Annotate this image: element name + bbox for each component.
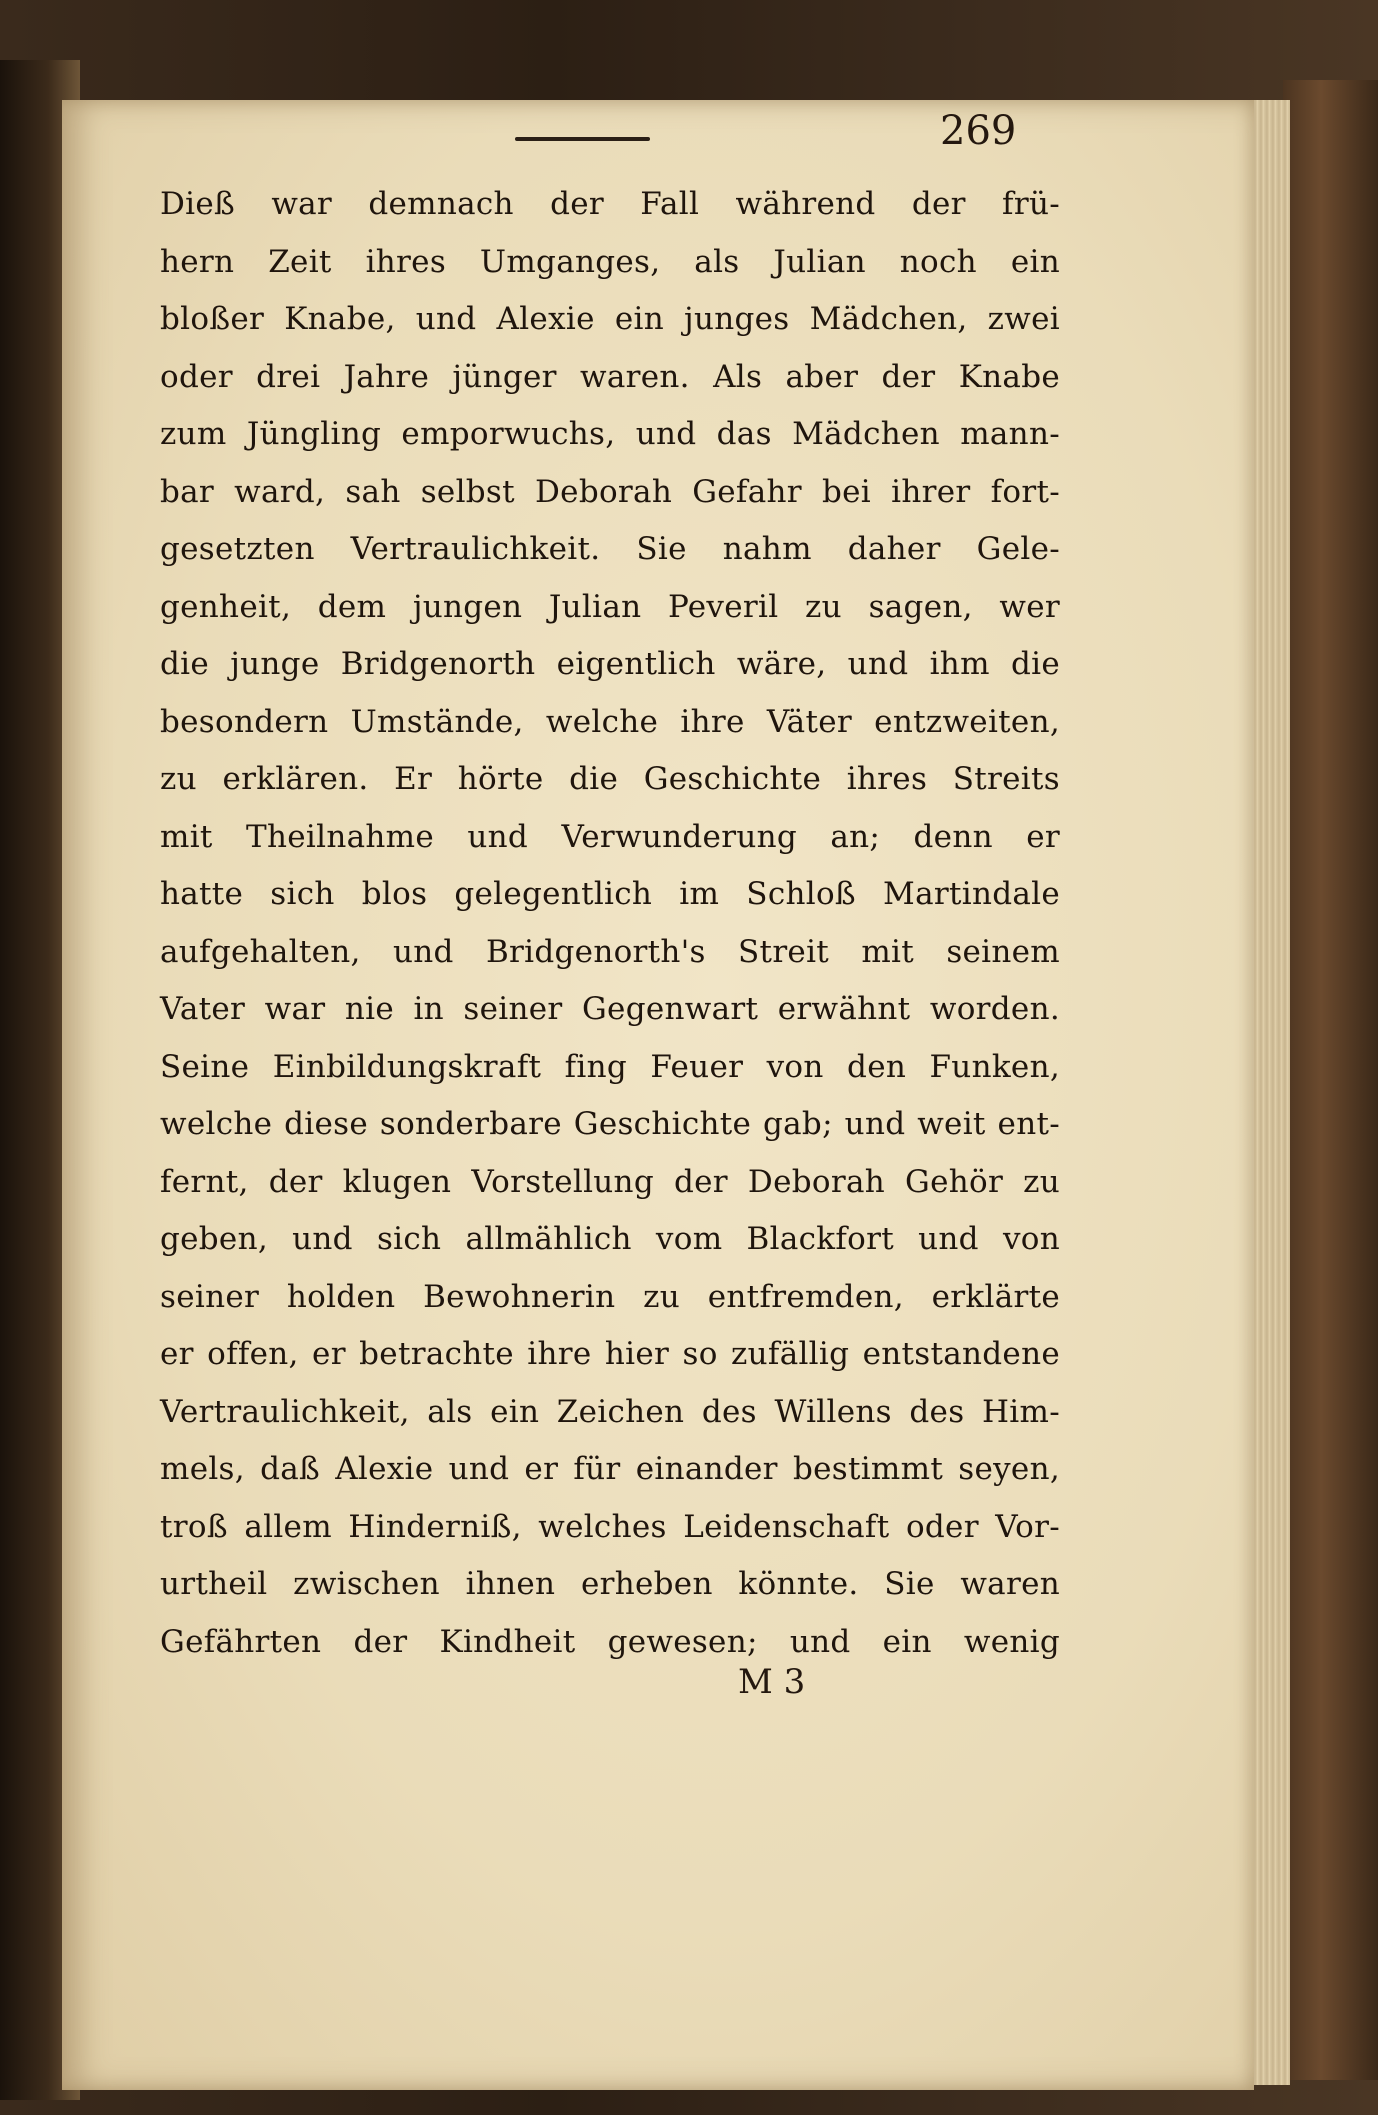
text-line: aufgehalten, und Bridgenorth's Streit mit seinem — [160, 933, 1060, 970]
text-line: er offen, er betrachte ihre hier so zufällig entstandene — [160, 1336, 1060, 1372]
text-line: troß allem Hinderniß, welches Leidenschaft oder Vor- — [160, 1508, 1060, 1545]
text-line: Gefährten der Kindheit gewesen; und ein wenig — [160, 1623, 1060, 1660]
text-line: mels, daß Alexie und er für einander bestimmt seyen, — [160, 1451, 1060, 1487]
text-line: hatte sich blos gelegentlich im Schloß Martindale — [160, 876, 1060, 912]
text-line: zum Jüngling emporwuchs, und das Mädchen mann- — [160, 416, 1060, 452]
text-line: urtheil zwischen ihnen erheben könnte. Sie waren — [160, 1566, 1060, 1602]
text-line: gesetzten Vertraulichkeit. Sie nahm daher Gele- — [160, 531, 1060, 567]
text-line: bloßer Knabe, und Alexie ein junges Mädchen, zwei — [160, 301, 1060, 337]
text-line: mit Theilnahme und Verwunderung an; denn er — [160, 818, 1060, 855]
header-rule — [515, 137, 650, 141]
text-line: bar ward, sah selbst Deborah Gefahr bei ihrer fort- — [160, 473, 1060, 510]
text-line: geben, und sich allmählich vom Blackfort und von — [160, 1221, 1060, 1257]
text-line: hern Zeit ihres Umganges, als Julian noch ein — [160, 243, 1060, 280]
body-text — [160, 176, 1060, 1671]
text-line: Vater war nie in seiner Gegenwart erwähnt worden. — [160, 991, 1060, 1027]
text-line: oder drei Jahre jünger waren. Als aber der Knabe — [160, 358, 1060, 395]
text-line: zu erklären. Er hörte die Geschichte ihres Streits — [160, 761, 1060, 797]
text-line: welche diese sonderbare Geschichte gab; und weit ent- — [160, 1106, 1060, 1142]
text-line: Seine Einbildungskraft fing Feuer von den Funken, — [160, 1048, 1060, 1085]
page-number: 269 — [940, 108, 1017, 154]
text-line: die junge Bridgenorth eigentlich wäre, und ihm die — [160, 646, 1060, 682]
signature-mark: M 3 — [738, 1662, 806, 1702]
text-line: genheit, dem jungen Julian Peveril zu sagen, wer — [160, 588, 1060, 625]
text-line: Vertraulichkeit, als ein Zeichen des Willens des Him- — [160, 1393, 1060, 1430]
book-cover-edge — [1283, 80, 1378, 2080]
text-line: seiner holden Bewohnerin zu entfremden, erklärte — [160, 1278, 1060, 1315]
text-line: besondern Umstände, welche ihre Väter entzweiten, — [160, 703, 1060, 740]
text-line: Dieß war demnach der Fall während der frü- — [160, 186, 1060, 222]
text-line: fernt, der klugen Vorstellung der Deborah Gehör zu — [160, 1163, 1060, 1200]
